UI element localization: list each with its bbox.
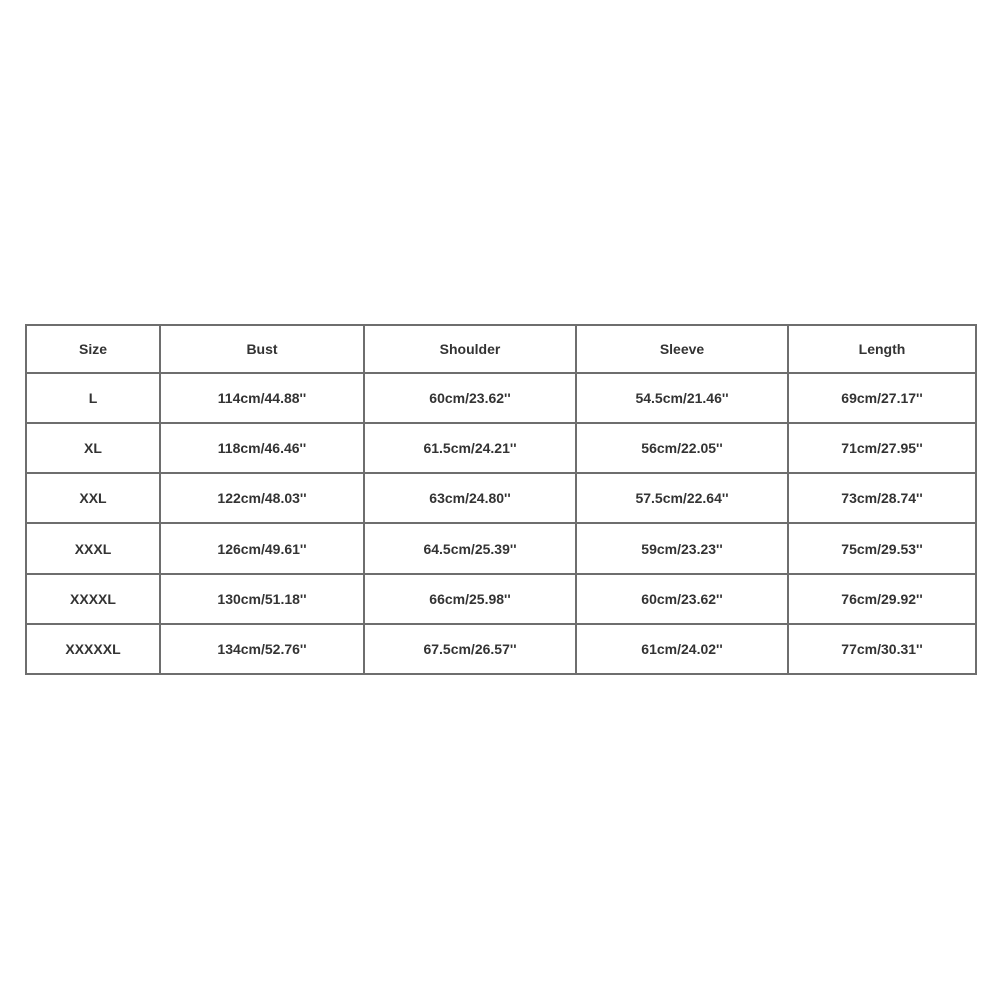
sleeve-cell: 61cm/24.02''	[576, 624, 788, 674]
length-cell: 76cm/29.92''	[788, 574, 976, 624]
bust-cell: 134cm/52.76''	[160, 624, 364, 674]
size-cell: XXXL	[26, 523, 160, 573]
length-cell: 71cm/27.95''	[788, 423, 976, 473]
bust-cell: 114cm/44.88''	[160, 373, 364, 423]
shoulder-cell: 63cm/24.80''	[364, 473, 576, 523]
header-sleeve: Sleeve	[576, 325, 788, 373]
sleeve-cell: 56cm/22.05''	[576, 423, 788, 473]
length-cell: 75cm/29.53''	[788, 523, 976, 573]
table-row	[26, 624, 976, 674]
shoulder-cell: 60cm/23.62''	[364, 373, 576, 423]
table-row	[26, 473, 976, 523]
header-length: Length	[788, 325, 976, 373]
length-cell: 73cm/28.74''	[788, 473, 976, 523]
size-cell: XXXXXL	[26, 624, 160, 674]
sleeve-cell: 59cm/23.23''	[576, 523, 788, 573]
bust-cell: 118cm/46.46''	[160, 423, 364, 473]
bust-cell: 126cm/49.61''	[160, 523, 364, 573]
size-cell: XL	[26, 423, 160, 473]
header-row	[26, 325, 976, 373]
sleeve-cell: 54.5cm/21.46''	[576, 373, 788, 423]
table-row	[26, 423, 976, 473]
size-cell: L	[26, 373, 160, 423]
table-row	[26, 523, 976, 573]
length-cell: 69cm/27.17''	[788, 373, 976, 423]
sleeve-cell: 57.5cm/22.64''	[576, 473, 788, 523]
shoulder-cell: 67.5cm/26.57''	[364, 624, 576, 674]
length-cell: 77cm/30.31''	[788, 624, 976, 674]
sleeve-cell: 60cm/23.62''	[576, 574, 788, 624]
table-row	[26, 574, 976, 624]
header-shoulder: Shoulder	[364, 325, 576, 373]
bust-cell: 130cm/51.18''	[160, 574, 364, 624]
header-size: Size	[26, 325, 160, 373]
bust-cell: 122cm/48.03''	[160, 473, 364, 523]
header-bust: Bust	[160, 325, 364, 373]
shoulder-cell: 66cm/25.98''	[364, 574, 576, 624]
size-cell: XXL	[26, 473, 160, 523]
size-chart-table	[25, 324, 977, 675]
table-row	[26, 373, 976, 423]
shoulder-cell: 61.5cm/24.21''	[364, 423, 576, 473]
shoulder-cell: 64.5cm/25.39''	[364, 523, 576, 573]
size-cell: XXXXL	[26, 574, 160, 624]
